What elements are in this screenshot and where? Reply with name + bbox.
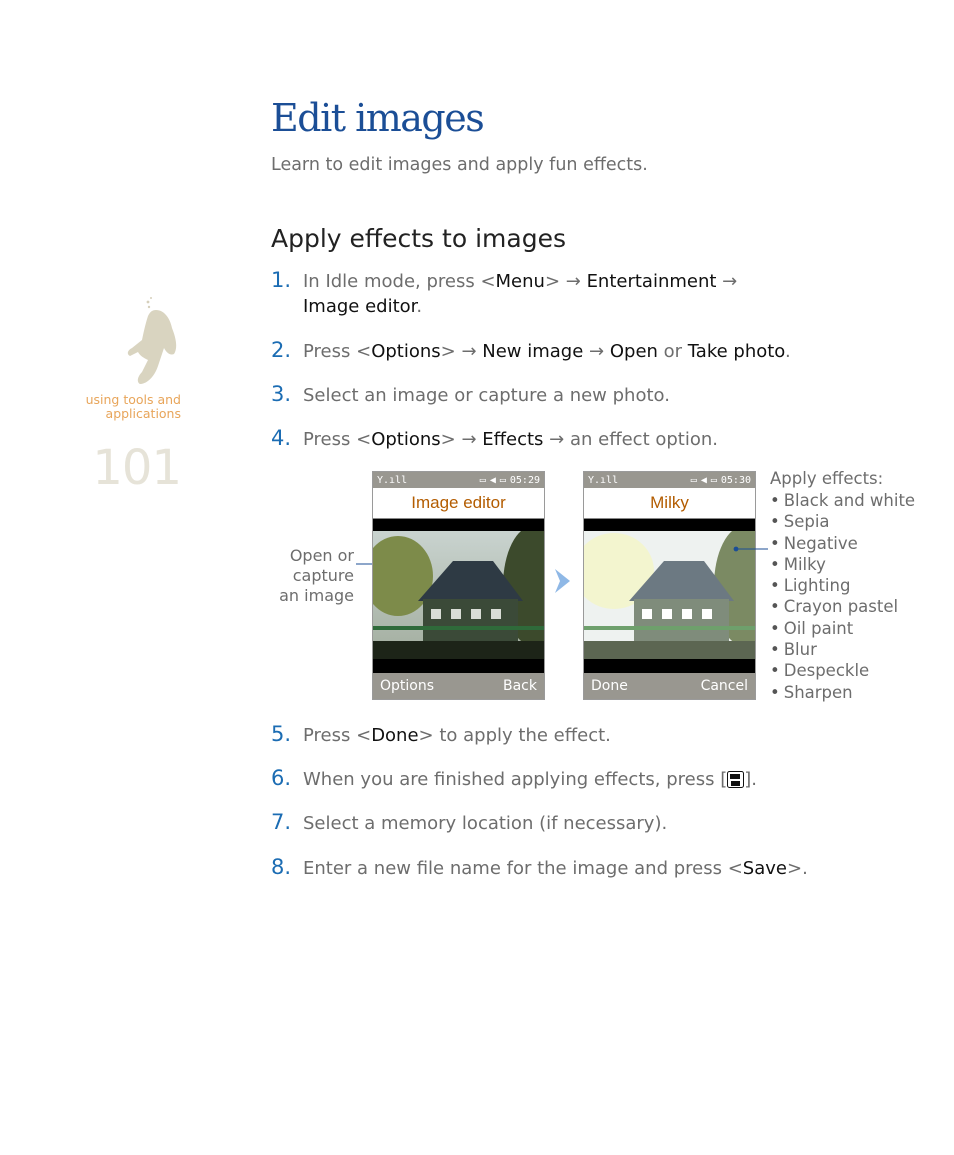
effect-item: • Lighting [770,575,915,596]
step-number: 5. [271,722,292,746]
battery-icon: ▭ [710,474,717,486]
signal-icon: Y.ıll [377,474,408,486]
step-7 [271,810,891,836]
status-bar [584,472,755,488]
step-5 [271,722,891,748]
softkey-bar [373,673,544,699]
step-number: 1. [271,268,292,292]
callout-line: Open or [289,546,354,565]
done-key: Done [371,725,419,746]
page-title: Edit images [271,96,484,140]
effect-item: • Blur [770,639,915,660]
step-text: . [785,341,791,362]
photo-house [373,531,544,673]
step-text: . [416,296,423,317]
step-text: > → [544,271,587,292]
menu-open: Open [609,341,658,362]
effect-item: • Sepia [770,511,915,532]
effect-item: • Black and white [770,490,915,511]
page-subtitle: Learn to edit images and apply fun effects. [271,155,648,175]
save-icon [727,771,744,788]
step-text: > → [440,429,483,450]
message-icon: ▭ [479,474,486,486]
step-text: When you are finished applying effects, press [ [303,769,728,790]
clock: 05:30 [720,474,751,486]
signal-icon: Y.ıll [588,474,619,486]
step-number: 7. [271,810,292,834]
options-key: Options [371,341,441,362]
step-text: Press < [303,429,372,450]
section-label [60,393,181,421]
effects-title: Apply effects: [770,469,884,488]
cancel-softkey[interactable]: Cancel [700,678,748,694]
step-text: ]. [744,769,757,790]
effect-item: • Negative [770,533,915,554]
options-softkey[interactable]: Options [380,678,435,694]
step-text: or [657,341,688,362]
menu-new-image: New image [482,341,584,362]
menu-take-photo: Take photo [687,341,786,362]
step-8 [271,855,891,881]
options-key: Options [371,429,441,450]
clock: 05:29 [509,474,540,486]
screen-title: Milky [584,488,755,519]
step-text: > → [440,341,483,362]
status-bar [373,472,544,488]
done-softkey[interactable]: Done [591,678,628,694]
effect-item: • Sharpen [770,682,915,703]
step-text: → [583,341,610,362]
step-text: → [716,271,738,292]
photo-house-milky [584,531,755,673]
effects-list [770,490,915,703]
step-text: >. [786,858,808,879]
step-text: > to apply the effect. [418,725,611,746]
step-text: Enter a new file name for the image and press < [303,858,743,879]
step-text: Press < [303,725,372,746]
callout-line: capture [292,566,354,585]
section-heading: Apply effects to images [271,224,566,253]
softkey-bar [584,673,755,699]
menu-key: Menu [495,271,545,292]
screen-title: Image editor [373,488,544,519]
phone-screen-image-editor [372,471,545,700]
callout-open-capture [268,546,354,606]
effect-item: • Despeckle [770,660,915,681]
effect-item: • Crayon pastel [770,596,915,617]
next-arrow-icon [552,568,572,594]
step-3 [271,382,891,408]
speaker-icon: ◀ [700,474,707,486]
step-number: 8. [271,855,292,879]
step-6 [271,766,891,792]
menu-effects: Effects [482,429,544,450]
menu-image-editor: Image editor [303,296,417,317]
step-text: Press < [303,341,372,362]
section-label-line2: applications [105,406,181,421]
save-key: Save [742,858,787,879]
effect-item: • Milky [770,554,915,575]
step-2 [271,338,891,364]
effect-item: • Oil paint [770,618,915,639]
step-text: → an effect option. [543,429,718,450]
step-number: 2. [271,338,292,362]
callout-line: an image [279,586,354,605]
message-icon: ▭ [690,474,697,486]
battery-icon: ▭ [499,474,506,486]
effect-leader-line [732,543,772,555]
diver-figure-icon [118,296,184,388]
step-4 [271,426,891,452]
section-label-line1: using tools and [85,392,181,407]
page-number: 101 [92,440,181,496]
step-1 [271,268,891,319]
phone-screen-milky [583,471,756,700]
step-text: Select an image or capture a new photo. [303,385,670,406]
speaker-icon: ◀ [489,474,496,486]
step-text: In Idle mode, press < [303,271,496,292]
step-number: 6. [271,766,292,790]
back-softkey[interactable]: Back [503,678,537,694]
menu-entertainment: Entertainment [586,271,717,292]
step-number: 3. [271,382,292,406]
step-number: 4. [271,426,292,450]
step-text: Select a memory location (if necessary). [303,813,668,834]
